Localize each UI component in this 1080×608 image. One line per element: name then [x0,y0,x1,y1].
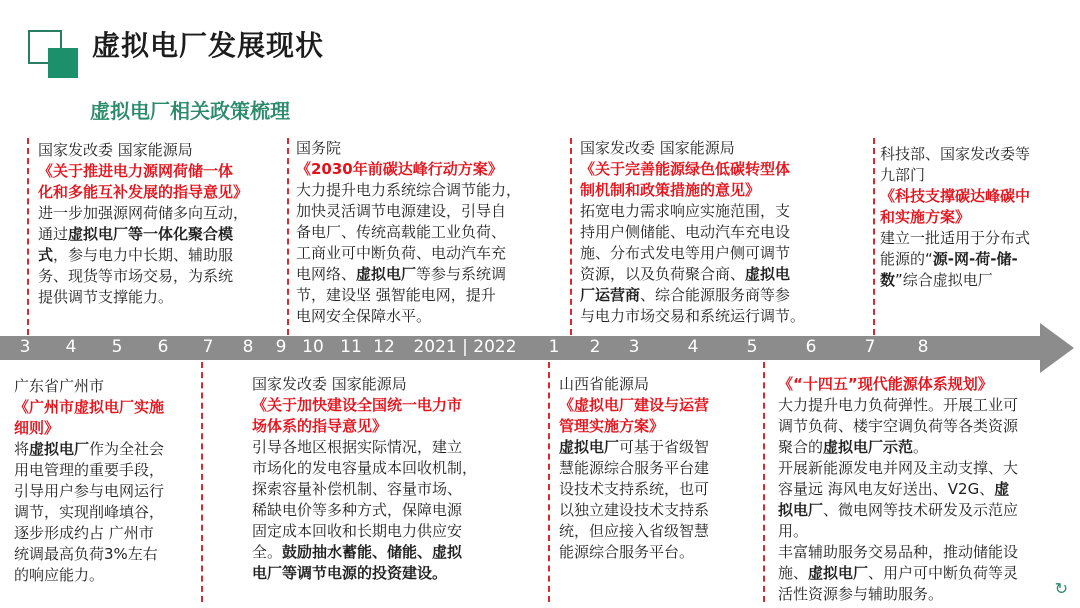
policy-summary-line [559,521,709,542]
issuing-authority: 九部门 [880,166,926,184]
policy-document-title: 《2030年前碳达峰行动方案》 [296,160,503,178]
timeline-tick-label: 3 [19,337,31,357]
policy-summary-line [296,243,521,264]
summary-text: 稀缺电价等多种方式，保障电源 [252,501,463,519]
policy-summary-line [580,243,805,264]
policy-summary-line [778,584,1018,605]
summary-text: 加快灵活调节电源建设，引导自 [296,202,507,220]
summary-text: 慧能源综合服务平台建 [559,459,710,477]
policy-document-title: 细则》 [14,419,60,437]
policy-summary-line [14,544,164,565]
policy-summary-line [296,264,521,285]
timeline-tick-label: 4 [65,337,77,357]
connector-line [763,362,765,602]
timeline-tick-label: 8 [917,337,929,357]
highlight-text: 虚拟电厂示范 [823,438,914,456]
summary-text: 工商业可中断负荷、电动汽车充 [296,244,507,262]
policy-summary-line [14,502,164,523]
summary-text: 丰富辅助服务交易品种，推动储能设 [778,543,1019,561]
policy-summary-line [38,266,248,287]
policy-document-title: 制机制和政策措施的意见》 [580,181,761,199]
highlight-text: 虚 [994,480,1010,498]
policy-summary-line [880,249,1030,270]
timeline-tick-label: 4 [687,337,699,357]
summary-text: 拓宽电力需求响应实施范围，支 [580,202,791,220]
policy-summary-line [296,180,521,201]
summary-text: 大力提升电力负荷弹性。开展工业可 [778,396,1019,414]
policy-summary-line [559,542,709,563]
logo-filled-square [48,48,78,78]
summary-text: 逐步形成约占 广州市 [14,524,154,542]
summary-text: 施、分布式发电等用户侧可调节 [580,244,791,262]
policy-summary-line [14,460,164,481]
highlight-text: 虚拟电厂 [808,564,869,582]
logo-mark [28,30,80,80]
summary-text: 容量远 海风电友好送出、V2G、 [778,480,995,498]
highlight-text: 虚拟电厂 [356,265,417,283]
policy-summary-line [252,437,477,458]
policy-summary-line [559,479,709,500]
summary-text: 统调最高负荷3%左右 [14,545,158,563]
policy-summary-line [14,481,164,502]
policy-summary-line [38,245,248,266]
highlight-text: 虚拟电厂 [29,440,90,458]
summary-text: 全。 [252,543,283,561]
policy-card [559,374,709,563]
policy-document-title: 管理实施方案》 [559,417,665,435]
policy-summary-line [580,201,805,222]
connector-line [27,138,29,335]
connector-line [548,362,550,602]
policy-document-title: 《关于完善能源绿色低碳转型体 [580,160,791,178]
policy-card [880,144,1030,291]
summary-text: 能源的“ [880,250,933,268]
policy-summary-line [778,458,1018,479]
summary-text: 作为全社会 [89,440,165,458]
policy-summary-line [296,306,521,327]
policy-summary-line [14,565,164,586]
timeline-tick-label: 10 [302,337,324,357]
timeline-tick-label: 12 [373,337,395,357]
policy-document-title: 《“十四五”现代能源体系规划》 [778,375,993,393]
timeline-tick-label: 2021 | 2022 [413,337,517,357]
policy-summary-line [778,416,1018,437]
timeline-tick-label: 5 [111,337,123,357]
policy-summary-line [38,287,248,308]
issuing-authority: 国务院 [296,139,342,157]
issuing-authority: 广东省广州市 [14,377,105,395]
connector-line [287,138,289,335]
policy-summary-line [580,222,805,243]
summary-text: 将 [14,440,30,458]
timeline-tick-label: 8 [242,337,254,357]
policy-summary-line [296,201,521,222]
summary-text: 开展新能源发电并网及主动支撑、大 [778,459,1019,477]
summary-text: 通过 [38,225,69,243]
summary-text: 可基于省级智 [619,438,710,456]
highlight-text: 拟电厂 [778,501,824,519]
policy-summary-line [252,458,477,479]
policy-summary-line [778,479,1018,500]
policy-summary-line [252,563,477,584]
summary-text: 能源综合服务平台。 [559,543,695,561]
highlight-text: 数 [880,271,896,289]
policy-document-title: 《虚拟电厂建设与运营 [559,396,710,414]
policy-card [296,138,521,327]
policy-summary-line [252,479,477,500]
timeline-tick-label: 6 [805,337,817,357]
policy-card [580,138,805,327]
highlight-text: 虚拟电 [745,265,791,283]
summary-text: 用电管理的重要手段， [14,461,165,479]
policy-summary-line [296,222,521,243]
policy-summary-line [252,500,477,521]
highlight-text: 电厂等调节电源的投资建设。 [252,564,448,582]
policy-document-title: 《科技支撑碳达峰碳中 [880,187,1031,205]
summary-text: 大力提升电力系统综合调节能力， [296,181,522,199]
timeline-tick-label: 3 [628,337,640,357]
policy-document-title: 《关于加快建设全国统一电力市 [252,396,463,414]
summary-text: 固定成本回收和长期电力供应安 [252,522,463,540]
summary-text: 。 [913,438,929,456]
summary-text: 以独立建设技术支持系 [559,501,710,519]
policy-card [778,374,1018,605]
summary-text: 与电力市场交易和系统运行调节。 [580,307,806,325]
summary-text: 市场化的发电容量成本回收机制， [252,459,478,477]
summary-text: 活性资源参与辅助服务。 [778,585,944,603]
policy-summary-line [14,439,164,460]
policy-summary-line [778,542,1018,563]
summary-text: 建立一批适用于分布式 [880,229,1031,247]
policy-summary-line [38,203,248,224]
policy-document-title: 《广州市虚拟电厂实施 [14,398,165,416]
summary-text: 设技术支持系统，也可 [559,480,710,498]
summary-text: 进一步加强源网荷储多向互动， [38,204,249,222]
policy-summary-line [778,500,1018,521]
policy-summary-line [580,285,805,306]
summary-text: 引导各地区根据实际情况，建立 [252,438,463,456]
highlight-text: 鼓励抽水蓄能、储能、虚拟 [282,543,463,561]
summary-text: 等参与系统调 [416,265,507,283]
summary-text: ”综合虚拟电厂 [895,271,993,289]
policy-summary-line [559,458,709,479]
timeline-tick-label: 2 [589,337,601,357]
policy-card [14,376,164,586]
highlight-text: 源-网-荷-储- [932,250,1018,268]
summary-text: 节，建设坚 强智能电网，提升 [296,286,496,304]
policy-document-title: 《关于推进电力源网荷储一体 [38,162,234,180]
connector-line [570,138,572,335]
summary-text: 调节负荷、楼宇空调负荷等各类资源 [778,417,1019,435]
highlight-text: 虚拟电厂 [559,438,620,456]
timeline-tick-label: 6 [157,337,169,357]
policy-document-title: 化和多能互补发展的指导意见》 [38,183,249,201]
summary-text: 、用户可中断负荷等灵 [868,564,1019,582]
timeline-tick-label: 7 [864,337,876,357]
timeline-tick-label: 11 [340,337,362,357]
policy-summary-line [296,285,521,306]
issuing-authority: 国家发改委 国家能源局 [38,141,193,159]
policy-summary-line [252,542,477,563]
summary-text: 务、现货等市场交易，为系统 [38,267,234,285]
summary-text: 电网安全保障水平。 [296,307,432,325]
policy-summary-line [580,264,805,285]
section-subtitle: 虚拟电厂相关政策梳理 [90,99,290,123]
policy-summary-line [778,395,1018,416]
summary-text: 、微电网等技术研发及示范应 [823,501,1019,519]
summary-text: 资源，以及负荷聚合商、 [580,265,746,283]
summary-text: 、综合能源服务商等参 [640,286,791,304]
timeline-tick-label: 9 [275,337,287,357]
policy-summary-line [559,437,709,458]
summary-text: 调节，实现削峰填谷， [14,503,165,521]
summary-text: 的响应能力。 [14,566,105,584]
policy-summary-line [559,500,709,521]
summary-text: 施、 [778,564,809,582]
policy-document-title: 和实施方案》 [880,208,971,226]
summary-text: 用。 [778,522,809,540]
policy-card [252,374,477,584]
policy-document-title: 场体系的指导意见》 [252,417,388,435]
highlight-text: 虚拟电厂等一体化聚合模 [68,225,234,243]
policy-summary-line [580,306,805,327]
summary-text: ，参与电力中长期、辅助服 [53,246,234,264]
summary-text: 提供调节支撑能力。 [38,288,174,306]
policy-card [38,140,248,308]
policy-summary-line [880,228,1030,249]
timeline-tick-label: 1 [548,337,560,357]
policy-summary-line [778,521,1018,542]
summary-text: 电网络、 [296,265,357,283]
connector-line [201,362,203,602]
policy-summary-line [880,270,1030,291]
page-title: 虚拟电厂发展现状 [92,29,325,62]
summary-text: 备电厂、传统高载能工业负荷、 [296,223,507,241]
timeline-tick-label: 7 [202,337,214,357]
summary-text: 引导用户参与电网运行 [14,482,165,500]
policy-summary-line [778,563,1018,584]
issuing-authority: 国家发改委 国家能源局 [580,139,735,157]
policy-summary-line [778,437,1018,458]
issuing-authority: 山西省能源局 [559,375,650,393]
policy-summary-line [14,523,164,544]
refresh-icon[interactable]: ↻ [1054,579,1068,598]
highlight-text: 式 [38,246,54,264]
summary-text: 聚合的 [778,438,824,456]
issuing-authority: 国家发改委 国家能源局 [252,375,407,393]
connector-line [873,138,875,335]
policy-summary-line [38,224,248,245]
summary-text: 持用户侧储能、电动汽车充电设 [580,223,791,241]
highlight-text: 厂运营商 [580,286,641,304]
summary-text: 统，但应接入省级智慧 [559,522,710,540]
summary-text: 探索容量补偿机制、容量市场、 [252,480,463,498]
issuing-authority: 科技部、国家发改委等 [880,145,1031,163]
policy-summary-line [252,521,477,542]
timeline-tick-label: 5 [746,337,758,357]
